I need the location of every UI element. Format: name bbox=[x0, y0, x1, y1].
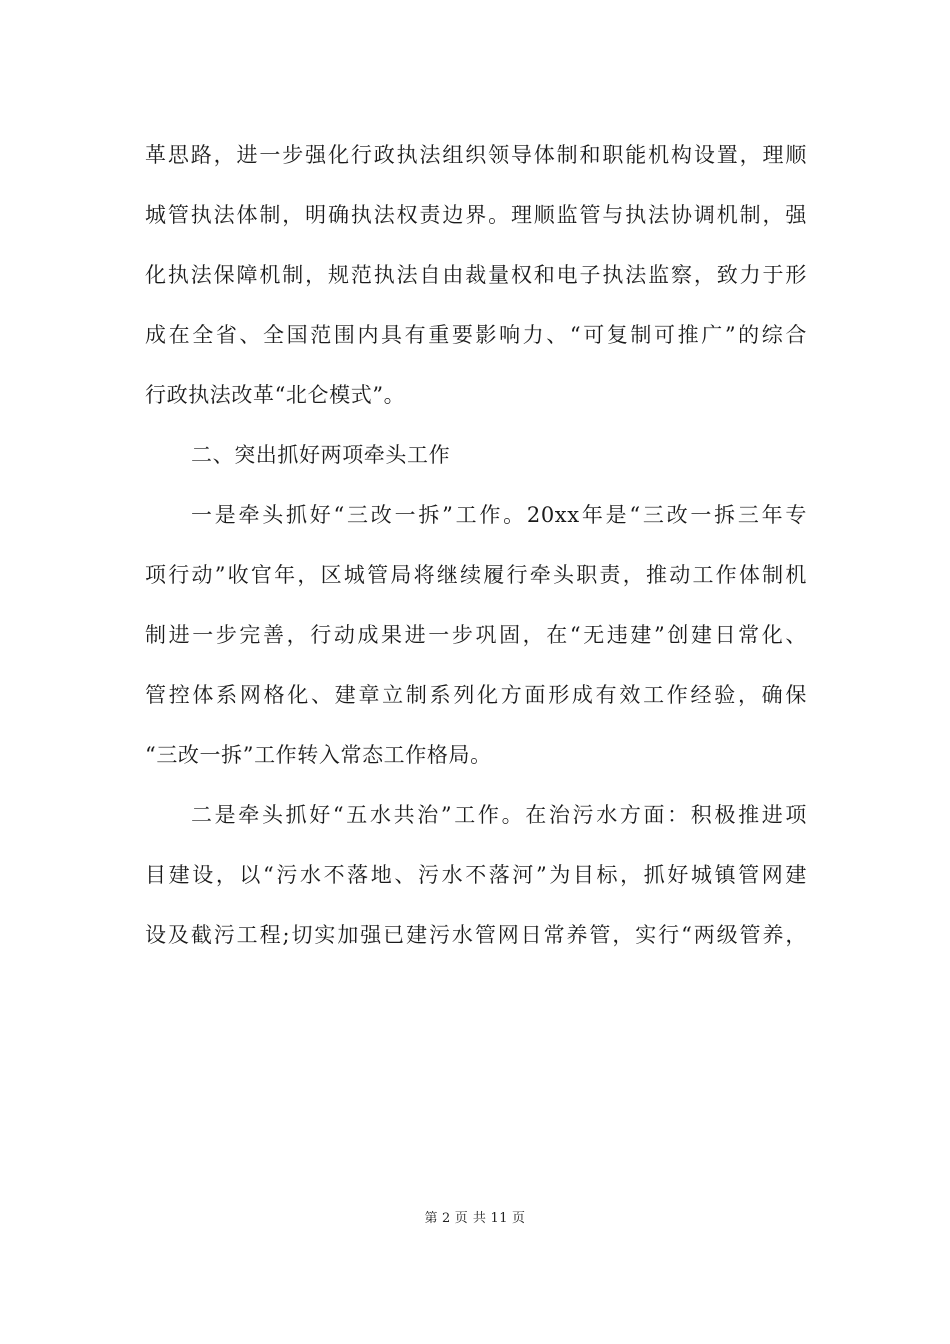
footer-middle: 页 共 bbox=[454, 1211, 487, 1226]
text-line: 设及截污工程;切实加强已建污水管网日常养管，实行“两级管养， bbox=[145, 923, 807, 947]
text-line: 二、突出抓好两项牵头工作 bbox=[191, 443, 451, 467]
text-line: 一是牵头抓好“三改一拆”工作。20xx年是“三改一拆三年专 bbox=[191, 503, 807, 527]
text-line: 城管执法体制，明确执法权责边界。理顺监管与执法协调机制，强 bbox=[145, 203, 807, 227]
text-line: 二是牵头抓好“五水共治”工作。在治污水方面：积极推进项 bbox=[191, 803, 807, 827]
text-line: 行政执法改革“北仑模式”。 bbox=[145, 383, 406, 407]
text-line: 项行动”收官年，区城管局将继续履行牵头职责，推动工作体制机 bbox=[145, 563, 807, 587]
text-line: 化执法保障机制，规范执法自由裁量权和电子执法监察，致力于形 bbox=[145, 263, 807, 287]
text-line: 管控体系网格化、建章立制系列化方面形成有效工作经验，确保 bbox=[145, 683, 807, 707]
footer-current-page: 2 bbox=[442, 1211, 451, 1226]
text-line: 革思路，进一步强化行政执法组织领导体制和职能机构设置，理顺 bbox=[145, 143, 807, 167]
footer-prefix: 第 bbox=[424, 1211, 439, 1226]
text-line: 目建设，以“污水不落地、污水不落河”为目标，抓好城镇管网建 bbox=[145, 863, 807, 887]
footer-total-pages: 11 bbox=[490, 1211, 508, 1226]
text-line: 成在全省、全国范围内具有重要影响力、“可复制可推广”的综合 bbox=[145, 323, 807, 347]
text-line: 制进一步完善，行动成果进一步巩固，在“无违建”创建日常化、 bbox=[145, 623, 807, 647]
footer-suffix: 页 bbox=[511, 1211, 526, 1226]
document-body bbox=[145, 128, 807, 968]
text-line: “三改一拆”工作转入常态工作格局。 bbox=[145, 743, 492, 767]
page-footer bbox=[0, 1207, 950, 1226]
